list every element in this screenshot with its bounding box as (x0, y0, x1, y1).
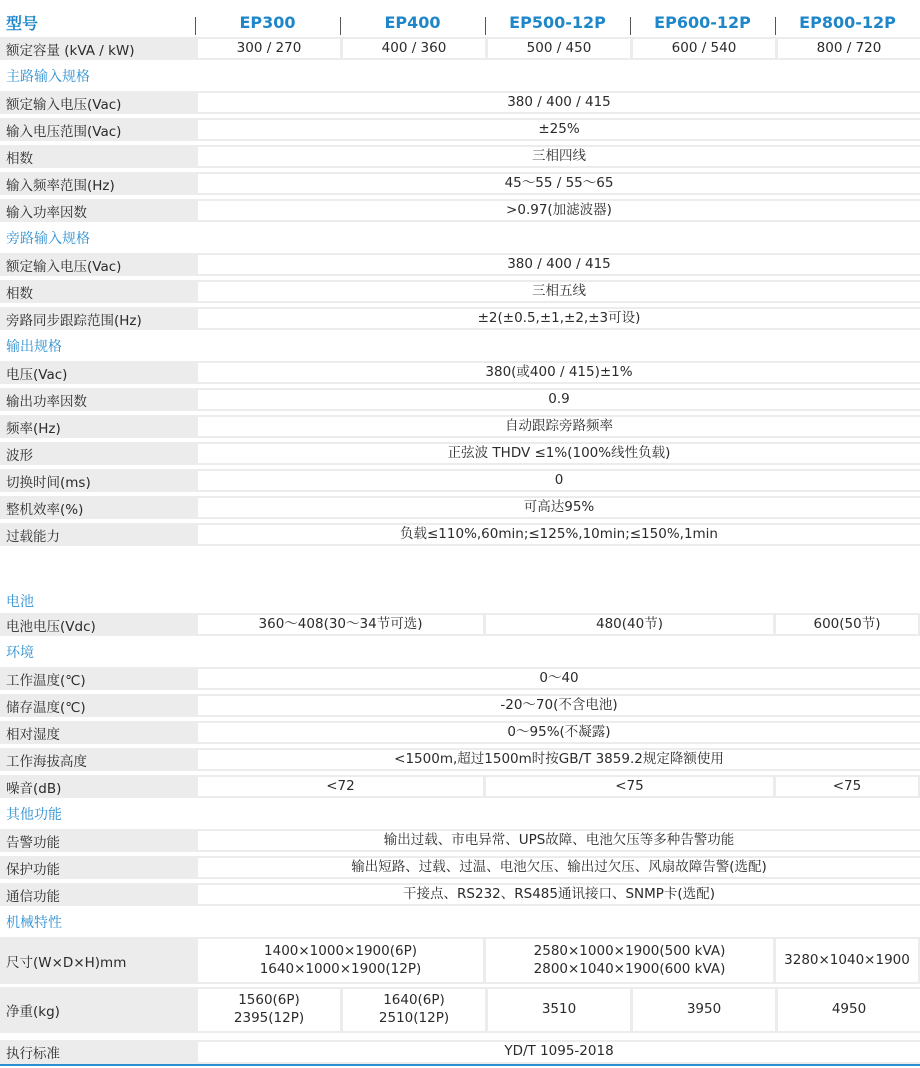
row-label: 执行标准 (6, 1046, 60, 1062)
row-label: 输入频率范围(Hz) (6, 177, 115, 194)
table-row (0, 172, 920, 195)
value-cell: 负载≤110%,60min;≤125%,10min;≤150%,1min (198, 525, 920, 544)
row-label: 相对湿度 (6, 726, 60, 743)
value-cell (198, 939, 483, 982)
value-cell: 0.9 (198, 390, 920, 409)
value-cell: 可高达95% (198, 498, 920, 517)
table-row (0, 307, 920, 330)
value-cell: 三相四线 (198, 147, 920, 166)
value-cell: 380 / 400 / 415 (198, 93, 920, 112)
row-values (195, 199, 920, 222)
row-label: 整机效率(%) (6, 501, 84, 518)
model-ep300: EP300 (195, 13, 340, 32)
value-cell: 380(或400 / 415)±1% (198, 363, 920, 382)
row-label: 工作温度(℃) (6, 672, 86, 689)
bottom-rule (0, 1064, 920, 1066)
row-values (195, 748, 920, 771)
row-values (195, 721, 920, 744)
value-cell: 380 / 400 / 415 (198, 255, 920, 274)
table-row (0, 253, 920, 276)
row-values (195, 145, 920, 168)
row-values (195, 775, 920, 798)
value-cell: 三相五线 (198, 282, 920, 301)
value-cell: 输出短路、过载、过温、电池欠压、输出过欠压、风扇故障告警(选配) (198, 858, 920, 877)
section-heading: 其他功能 (6, 807, 62, 823)
value-cell: <75 (776, 777, 918, 796)
table-row (0, 91, 920, 114)
row-values (195, 856, 920, 879)
table-row (0, 987, 920, 1033)
row-values (195, 667, 920, 690)
model-ep600: EP600-12P (630, 13, 775, 32)
value-cell: ±25% (198, 120, 920, 139)
value-cell: 3950 (633, 989, 775, 1031)
table-row (0, 856, 920, 879)
value-cell: 输出过载、市电异常、UPS故障、电池欠压等多种告警功能 (198, 831, 920, 850)
row-label: 尺寸(W×D×H)mm (6, 954, 127, 971)
row-label: 额定输入电压(Vac) (6, 258, 122, 275)
table-row (0, 199, 920, 222)
row-label: 相数 (6, 285, 33, 302)
value-cell: 800 / 720 (778, 39, 920, 58)
row-values (195, 91, 920, 114)
row-label: 保护功能 (6, 861, 60, 878)
table-header (0, 9, 920, 35)
row-label: 输入电压范围(Vac) (6, 123, 122, 140)
value-line: 1400×1000×1900(6P) (264, 942, 417, 959)
row-label: 储存温度(℃) (6, 699, 86, 716)
row-values (195, 37, 920, 60)
row-values (195, 829, 920, 852)
table-row (0, 280, 920, 303)
value-cell: 3510 (488, 989, 630, 1031)
value-cell: 0 (198, 471, 920, 490)
value-line: 1560(6P) (238, 992, 300, 1009)
table-row (0, 667, 920, 690)
table-row (0, 145, 920, 168)
row-values (195, 280, 920, 303)
row-values (195, 937, 920, 984)
value-cell: 400 / 360 (343, 39, 485, 58)
model-ep400: EP400 (340, 13, 485, 32)
table-row (0, 415, 920, 438)
value-cell: YD/T 1095-2018 (198, 1042, 920, 1062)
row-label: 输出功率因数 (6, 393, 87, 410)
row-values (195, 253, 920, 276)
value-cell: <75 (486, 777, 773, 796)
section-heading: 输出规格 (6, 339, 62, 355)
row-label: 工作海拔高度 (6, 753, 87, 770)
table-row (0, 775, 920, 798)
model-ep800: EP800-12P (775, 13, 920, 32)
table-row (0, 37, 920, 60)
value-line: 1640(6P) (383, 992, 445, 1009)
row-label: 波形 (6, 447, 33, 464)
value-cell: 3280×1040×1900 (776, 939, 918, 982)
value-cell: 300 / 270 (198, 39, 340, 58)
value-cell: 45～55 / 55～65 (198, 174, 920, 193)
section-heading: 环境 (6, 645, 34, 661)
value-line: 2395(12P) (233, 1010, 305, 1026)
table-row (0, 118, 920, 141)
value-cell: 0～95%(不凝露) (198, 723, 920, 742)
table-row (0, 748, 920, 771)
row-values (195, 307, 920, 330)
value-line: 2800×1040×1900(600 kVA) (533, 960, 726, 977)
value-line: 2510(12P) (378, 1010, 450, 1026)
row-values (195, 361, 920, 384)
row-label: 过载能力 (6, 528, 60, 545)
value-cell: -20～70(不含电池) (198, 696, 920, 715)
row-values (195, 172, 920, 195)
section-heading: 机械特性 (6, 915, 62, 931)
value-cell: 600 / 540 (633, 39, 775, 58)
value-cell: 500 / 450 (488, 39, 630, 58)
row-values (195, 1040, 920, 1064)
value-cell: <1500m,超过1500m时按GB/T 3859.2规定降额使用 (198, 750, 920, 769)
table-row (0, 613, 920, 636)
model-ep500: EP500-12P (485, 13, 630, 32)
table-row (0, 442, 920, 465)
row-values (195, 987, 920, 1033)
header-title: 型号 (6, 13, 39, 33)
value-cell: <72 (198, 777, 483, 796)
table-row (0, 523, 920, 546)
value-cell: 正弦波 THDV ≤1%(100%线性负载) (198, 444, 920, 463)
table-row (0, 388, 920, 411)
section-heading: 旁路输入规格 (6, 231, 90, 247)
value-line: 2580×1000×1900(500 kVA) (533, 942, 726, 959)
row-values (195, 415, 920, 438)
value-cell: 4950 (778, 989, 920, 1031)
table-row (0, 937, 920, 984)
row-label: 电压(Vac) (6, 366, 68, 383)
table-row (0, 694, 920, 717)
value-cell: 自动跟踪旁路频率 (198, 417, 920, 436)
table-row (0, 361, 920, 384)
row-values (195, 388, 920, 411)
row-label: 输入功率因数 (6, 204, 87, 221)
row-label: 通信功能 (6, 888, 60, 905)
row-label: 相数 (6, 150, 33, 167)
table-row (0, 829, 920, 852)
table-row (0, 496, 920, 519)
value-cell (486, 939, 773, 982)
row-label: 旁路同步跟踪范围(Hz) (6, 312, 142, 329)
value-line: 1640×1000×1900(12P) (259, 960, 422, 977)
row-label: 额定输入电压(Vac) (6, 96, 122, 113)
row-values (195, 496, 920, 519)
row-values (195, 118, 920, 141)
row-label: 额定容量 (kVA / kW) (6, 42, 135, 59)
value-cell: 600(50节) (776, 615, 918, 634)
table-row (0, 721, 920, 744)
value-cell: 480(40节) (486, 615, 773, 634)
value-cell: 360～408(30～34节可选) (198, 615, 483, 634)
value-cell (198, 989, 340, 1031)
value-cell: 干接点、RS232、RS485通讯接口、SNMP卡(选配) (198, 885, 920, 904)
row-label: 噪音(dB) (6, 780, 62, 797)
table-row (0, 469, 920, 492)
section-heading: 主路输入规格 (6, 69, 90, 85)
row-label: 切换时间(ms) (6, 474, 91, 491)
row-label: 净重(kg) (6, 1004, 60, 1020)
row-label: 频率(Hz) (6, 420, 61, 437)
row-values (195, 523, 920, 546)
value-cell: ±2(±0.5,±1,±2,±3可设) (198, 309, 920, 328)
table-row (0, 1040, 920, 1064)
row-values (195, 694, 920, 717)
row-values (195, 613, 920, 636)
value-cell (343, 989, 485, 1031)
value-cell: >0.97(加滤波器) (198, 201, 920, 220)
table-row (0, 883, 920, 906)
row-label: 电池电压(Vdc) (6, 618, 96, 635)
value-cell: 0～40 (198, 669, 920, 688)
row-values (195, 469, 920, 492)
row-label: 告警功能 (6, 834, 60, 851)
row-values (195, 442, 920, 465)
section-heading: 电池 (6, 594, 34, 610)
row-values (195, 883, 920, 906)
